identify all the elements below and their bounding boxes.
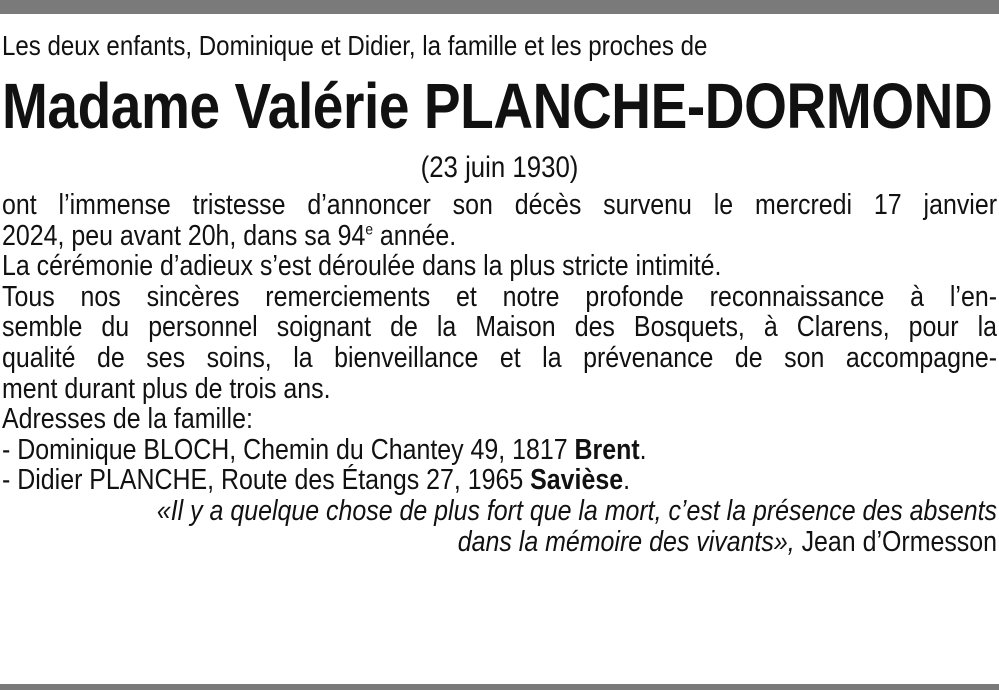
address-city: Brent bbox=[574, 433, 640, 466]
obituary-notice bbox=[2, 26, 997, 557]
announcement-line-2-end: année. bbox=[372, 219, 457, 252]
address-city: Savièse bbox=[530, 464, 624, 497]
address-text: - Dominique BLOCH, Chemin du Chantey 49, 1817 bbox=[2, 433, 575, 466]
thanks-line-2: semble du personnel soignant de la Maison des Bosquets, à Clarens, pour la bbox=[2, 311, 998, 344]
birth-date: (23 juin 1930) bbox=[420, 151, 579, 184]
addresses-section bbox=[2, 404, 997, 496]
addresses-heading: Adresses de la famille: bbox=[2, 403, 253, 436]
closing-quote bbox=[2, 496, 997, 557]
quote-text-2: dans la mémoire des vivants», bbox=[457, 525, 795, 558]
quote-line-2 bbox=[2, 527, 997, 558]
address-suffix: . bbox=[639, 433, 647, 466]
quote-line-1 bbox=[2, 496, 997, 527]
address-text: - Didier PLANCHE, Route des Étangs 27, 1965 bbox=[2, 464, 531, 497]
announcement-line-1: ont l’immense tristesse d’annoncer son décès survenu le mercredi 17 janvier bbox=[2, 189, 998, 221]
thanks-line-1: Tous nos sincères remerciements et notre profonde reconnaissance à l’en- bbox=[2, 280, 998, 313]
address-item bbox=[2, 465, 997, 496]
thanks-line-3: qualité de ses soins, la bienveillance et la prévenance de son accompagne- bbox=[2, 341, 998, 374]
ordinal-suffix: e bbox=[365, 220, 373, 238]
thanks-paragraph bbox=[2, 282, 997, 404]
bottom-rule bbox=[0, 684, 999, 690]
announcement-line-2 bbox=[2, 221, 997, 252]
ceremony-paragraph bbox=[2, 251, 997, 282]
thanks-line-4: ment durant plus de trois ans. bbox=[2, 372, 331, 405]
top-rule bbox=[0, 0, 999, 14]
quote-text-1: «Il y a quelque chose de plus fort que la mort, c’est la présence des absents bbox=[156, 494, 998, 527]
announcement-line-2-text: 2024, peu avant 20h, dans sa 94 bbox=[2, 219, 366, 252]
deceased-name: Madame Valérie PLANCHE-DORMOND bbox=[2, 70, 993, 142]
ceremony-text: La cérémonie d’adieux s’est déroulée dans la plus stricte intimité. bbox=[2, 250, 722, 283]
intro-text: Les deux enfants, Dominique et Didier, la famille et les proches de bbox=[2, 30, 708, 61]
address-suffix: . bbox=[623, 464, 631, 497]
quote-author: Jean d’Ormesson bbox=[794, 525, 998, 558]
address-item bbox=[2, 435, 997, 466]
announcement-paragraph bbox=[2, 190, 997, 251]
